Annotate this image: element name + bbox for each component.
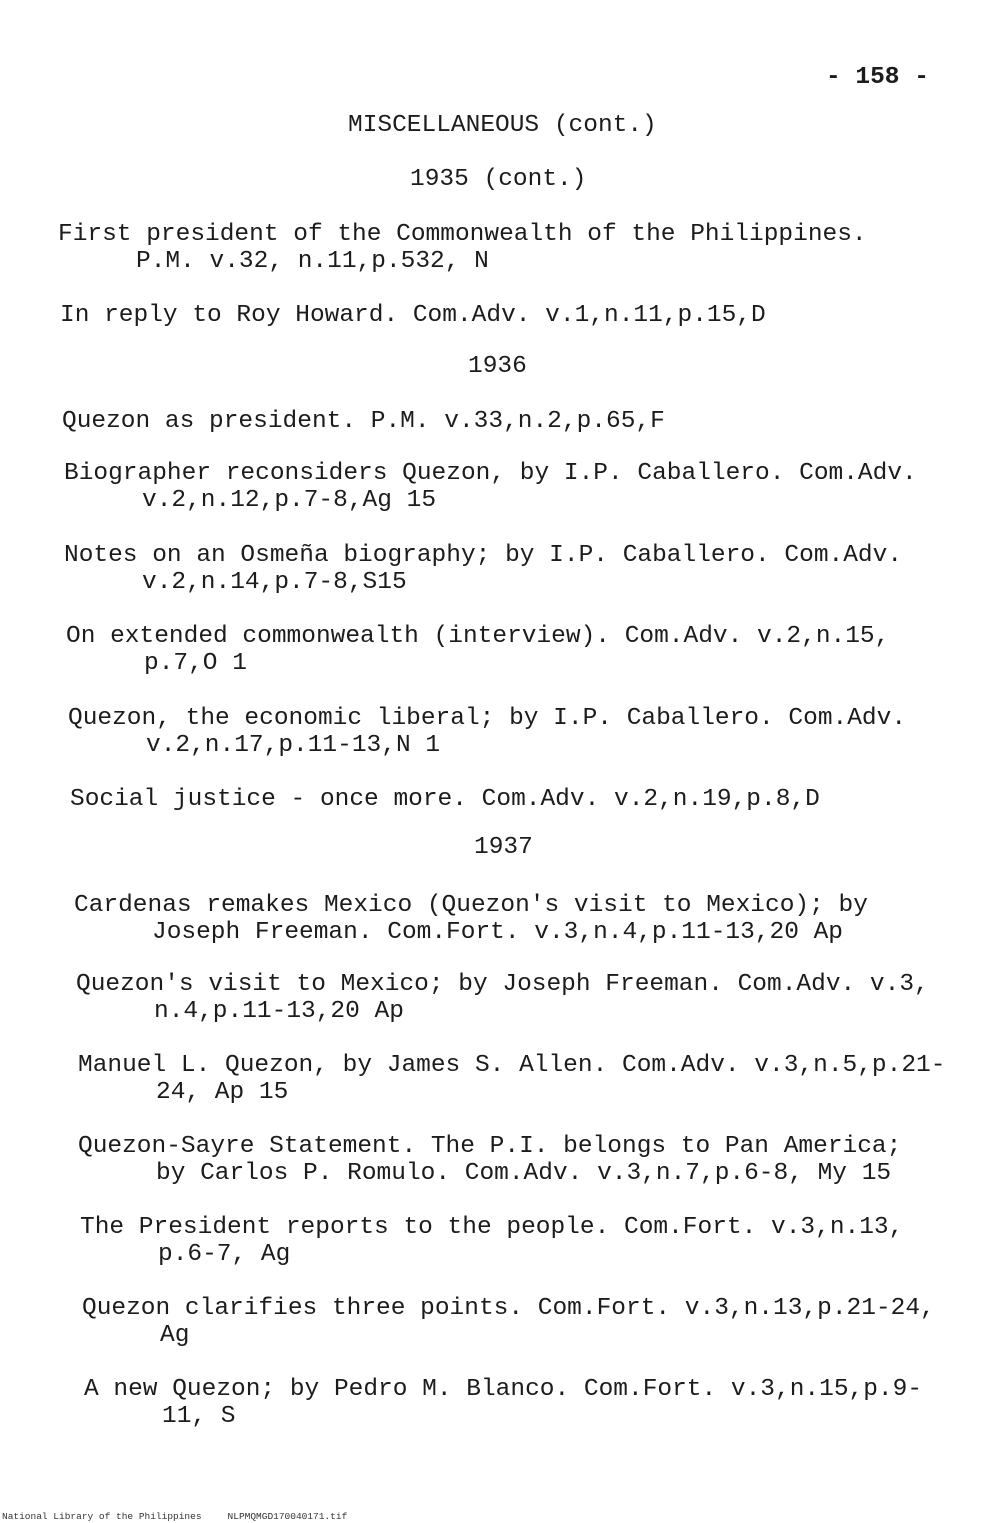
- entry-citation: Ag: [160, 1322, 190, 1349]
- entry-title: Quezon's visit to Mexico; by Joseph Freeman. Com.Adv. v.3,: [76, 971, 929, 998]
- entry-title: Quezon clarifies three points. Com.Fort. v.3,n.13,p.21-24,: [82, 1295, 935, 1322]
- footer-library: National Library of the Philippines: [2, 1511, 202, 1522]
- list-item: [82, 1295, 935, 1349]
- entry-title: A new Quezon; by Pedro M. Blanco. Com.Fort. v.3,n.15,p.9-: [84, 1376, 923, 1403]
- entry-citation: p.7,O 1: [144, 650, 247, 677]
- entry-title: Biographer reconsiders Quezon, by I.P. Caballero. Com.Adv.: [64, 460, 917, 487]
- list-item: [84, 1376, 922, 1430]
- list-item: [80, 1214, 903, 1268]
- entry-citation: v.2,n.14,p.7-8,S15: [142, 569, 407, 596]
- list-item: [64, 542, 902, 596]
- entry-title: Quezon as president. P.M. v.33,n.2,p.65,F: [62, 408, 665, 435]
- list-item: [76, 971, 929, 1025]
- entry-citation: 11, S: [162, 1403, 236, 1430]
- list-item: [58, 221, 867, 275]
- entry-title: Quezon-Sayre Statement. The P.I. belongs to Pan America;: [78, 1133, 902, 1160]
- entry-citation: v.2,n.17,p.11-13,N 1: [146, 732, 441, 759]
- list-item: [66, 623, 889, 677]
- entry-title: Social justice - once more. Com.Adv. v.2,n.19,p.8,D: [70, 786, 820, 813]
- scan-footer: [2, 1511, 347, 1522]
- list-item: [74, 892, 868, 946]
- year-heading-1935: 1935 (cont.): [410, 166, 587, 193]
- footer-reference: NLPMQMGD170040171.tif: [227, 1511, 348, 1522]
- entry-title: The President reports to the people. Com.Fort. v.3,n.13,: [80, 1214, 904, 1241]
- list-item: [62, 408, 665, 435]
- list-item: [78, 1052, 945, 1106]
- list-item: [64, 460, 917, 514]
- entry-title: Manuel L. Quezon, by James S. Allen. Com.Adv. v.3,n.5,p.21-: [78, 1052, 946, 1079]
- entry-citation: 24, Ap 15: [156, 1079, 289, 1106]
- entry-citation: by Carlos P. Romulo. Com.Adv. v.3,n.7,p.6-8, My 15: [156, 1160, 892, 1187]
- entry-citation: P.M. v.32, n.11,p.532, N: [136, 248, 489, 275]
- list-item: [78, 1133, 901, 1187]
- page-heading: MISCELLANEOUS (cont.): [348, 112, 657, 139]
- entry-title: Quezon, the economic liberal; by I.P. Caballero. Com.Adv.: [68, 705, 907, 732]
- page-number: - 158 -: [826, 64, 929, 91]
- entry-citation: p.6-7, Ag: [158, 1241, 291, 1268]
- entry-citation: Joseph Freeman. Com.Fort. v.3,n.4,p.11-13,20 Ap: [152, 919, 844, 946]
- list-item: [70, 786, 820, 813]
- year-heading-1937: 1937: [474, 834, 533, 861]
- entry-title: Cardenas remakes Mexico (Quezon's visit to Mexico); by: [74, 892, 868, 919]
- entry-title: Notes on an Osmeña biography; by I.P. Caballero. Com.Adv.: [64, 542, 903, 569]
- entry-title: In reply to Roy Howard. Com.Adv. v.1,n.11,p.15,D: [60, 302, 766, 329]
- entry-title: On extended commonwealth (interview). Com.Adv. v.2,n.15,: [66, 623, 890, 650]
- year-heading-1936: 1936: [468, 353, 527, 380]
- entry-citation: v.2,n.12,p.7-8,Ag 15: [142, 487, 437, 514]
- list-item: [68, 705, 906, 759]
- entry-title: First president of the Commonwealth of the Philippines.: [58, 221, 867, 248]
- list-item: [60, 302, 766, 329]
- entry-citation: n.4,p.11-13,20 Ap: [154, 998, 404, 1025]
